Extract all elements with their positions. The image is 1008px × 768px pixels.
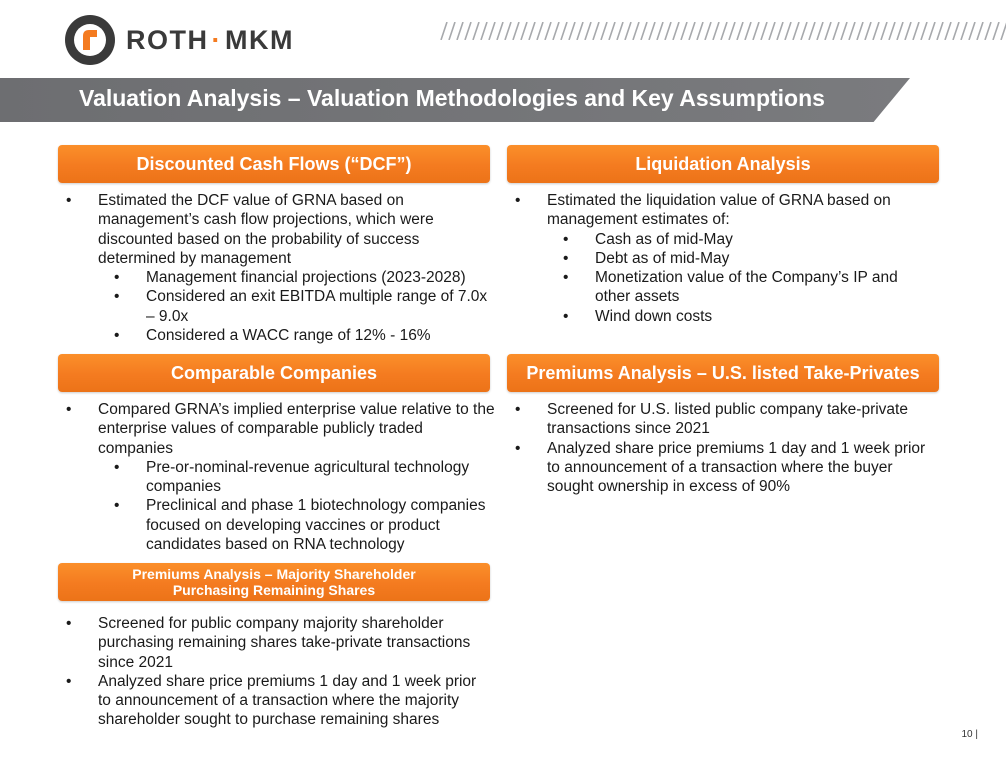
list-item: • Preclinical and phase 1 biotechnology companies focused on developing vaccines or product candidates based on RNA technology [58,496,498,554]
list-item: • Pre-or-nominal-revenue agricultural technology companies [58,458,498,497]
logo-brand-right: MKM [225,24,294,55]
comparables-section-header: Comparable Companies [58,354,490,392]
premiums-majority-header-line2: Purchasing Remaining Shares [172,582,376,598]
roth-mkm-logo-icon [64,14,116,66]
premiums-us-section-header: Premiums Analysis – U.S. listed Take-Privates [507,354,939,392]
list-item: • Compared GRNA’s implied enterprise value relative to the enterprise values of comparable publicly traded companies [58,400,498,458]
list-item: • Screened for public company majority shareholder purchasing remaining shares take-private transactions since 2021 [58,614,478,672]
logo-brand-left: ROTH [126,24,209,55]
list-item: • Estimated the liquidation value of GRNA based on management estimates of: [507,191,927,230]
roth-mkm-logo [64,14,294,66]
decorative-stripes [440,22,1006,40]
list-item: • Monetization value of the Company’s IP and other assets [507,268,927,307]
logo-wordmark [126,25,294,56]
premiums-us-bullet-list [507,400,927,496]
dcf-bullet-list [58,191,498,345]
list-item: • Screened for U.S. listed public company take-private transactions since 2021 [507,400,927,439]
page-title: Valuation Analysis – Valuation Methodologies and Key Assumptions [79,85,825,111]
list-item: • Debt as of mid-May [507,249,927,268]
list-item: • Considered a WACC range of 12% - 16% [58,326,498,345]
premiums-majority-section-header [58,563,490,601]
list-item: • Cash as of mid-May [507,230,927,249]
list-item: • Analyzed share price premiums 1 day and 1 week prior to announcement of a transaction where the majority shareholder sought to purchase remaining shares [58,672,478,730]
page-number: 10 | [961,729,978,740]
list-item: • Management financial projections (2023-2028) [58,268,498,287]
premiums-majority-header-line1: Premiums Analysis – Majority Shareholder [132,566,416,582]
liquidation-section-header: Liquidation Analysis [507,145,939,183]
dcf-section-header: Discounted Cash Flows (“DCF”) [58,145,490,183]
comparables-bullet-list [58,400,498,554]
list-item: • Estimated the DCF value of GRNA based on management’s cash flow projections, which were discounted based on the probability of success determined by management [58,191,498,268]
list-item: • Wind down costs [507,307,927,326]
premiums-majority-bullet-list [58,614,478,730]
list-item: • Considered an exit EBITDA multiple range of 7.0x – 9.0x [58,287,498,326]
liquidation-bullet-list [507,191,927,326]
list-item: • Analyzed share price premiums 1 day and 1 week prior to announcement of a transaction where the buyer sought ownership in excess of 90% [507,439,927,497]
logo-separator: · [211,24,222,55]
